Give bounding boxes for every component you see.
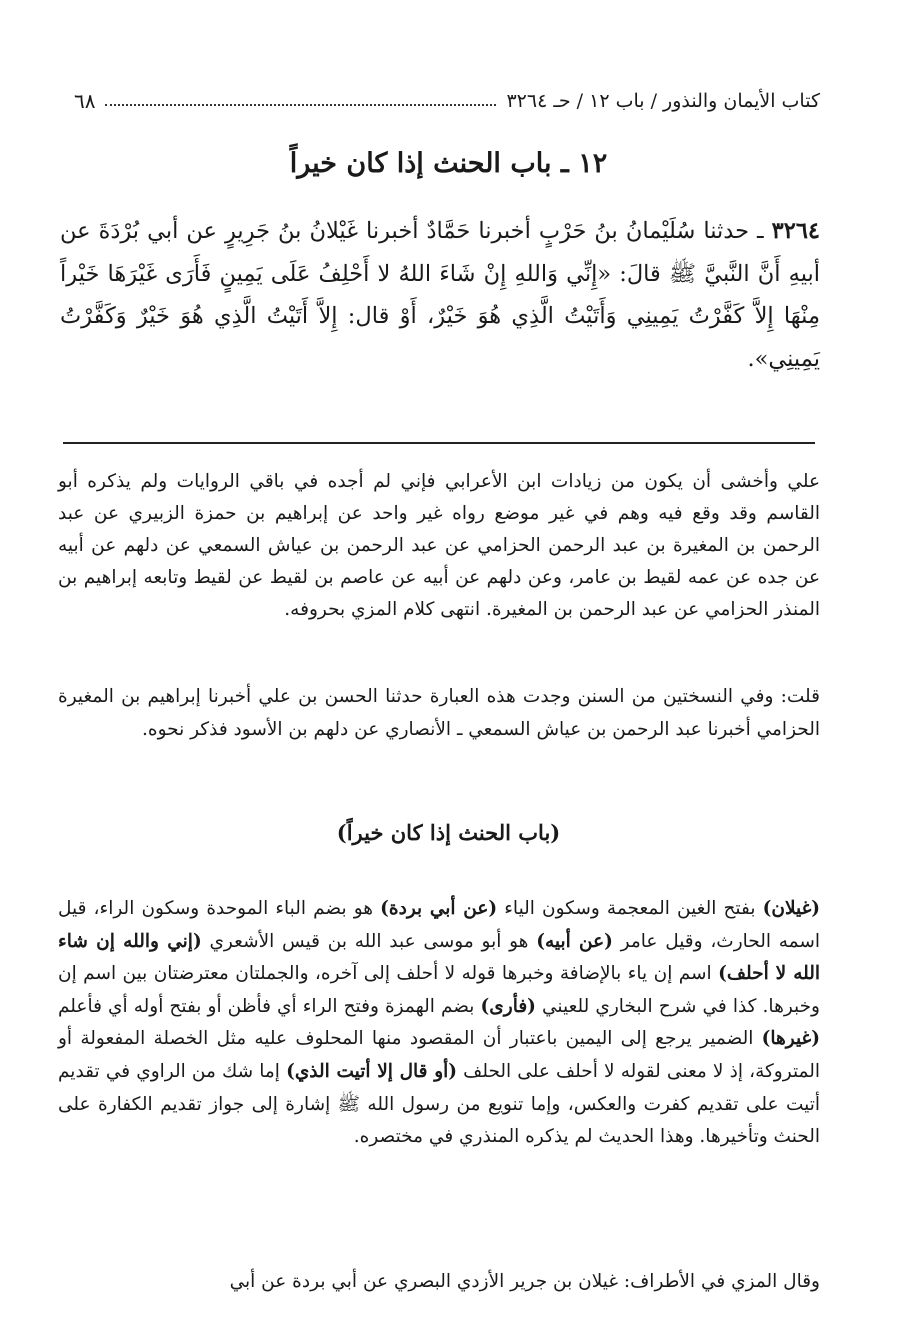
hadith-number: ٣٢٦٤ — [771, 218, 820, 244]
leader-dots — [105, 96, 496, 106]
footnote-paragraph-1: علي وأخشى أن يكون من زيادات ابن الأعرابي فإني لم أجده في باقي الروايات ولم يذكره أبو القاسم وقد وقع فيه وهم في غير موضع رواه غير واحد عن إبراهيم بن حمزة الزبيري عن عبد الرحمن بن المغيرة بن عبد الرحمن الحزامي عن عبد الرحمن بن عياش السمعي عن دلهم عن أبيه عن جده عن عمه لقيط بن عامر، وعن دلهم عن أبيه عن عاصم بن لقيط عن لقيط وتابعه إبراهيم بن المنذر الحزامي عن عبد الرحمن بن المغيرة. انتهى كلام المزي بحروفه. — [58, 471, 820, 620]
term: (إني والله إن شاء الله لا أحلف) — [58, 930, 821, 985]
footnote-divider — [63, 442, 815, 444]
final-paragraph: وقال المزي في الأطراف: غيلان بن جرير الأزدي البصري عن أبي بردة عن أبي — [229, 1271, 820, 1292]
commentary-text: اسم إن ياء بالإضافة وخبرها قوله لا أحلف إلى آخره، والجملتان معترضتان بين اسم إن وخبرها. كذا في شرح البخاري للعيني — [58, 963, 820, 1017]
commentary-text: بضم الهمزة وفتح الراء أي فأظن أو بفتح أوله أي فأعلم — [58, 995, 481, 1017]
chapter-reference: كتاب الأيمان والنذور / باب ١٢ / حـ ٣٢٦٤ — [506, 90, 820, 112]
term: (عن أبي بردة) — [380, 898, 498, 919]
hadith-text — [60, 210, 820, 380]
term: (غيلان) — [762, 898, 820, 919]
running-header — [60, 84, 820, 118]
page-number: ٦٨ — [74, 89, 96, 113]
commentary-paragraph — [58, 893, 820, 1154]
commentary-text: الضمير يرجع إلى اليمين باعتبار أن المقصود منها المحلوف عليه مثل الخصلة المفعولة أو المتروكة، إذ لا معنى لقوله لا أحلف على الحلف — [58, 1028, 820, 1082]
term: (فأرى) — [480, 995, 536, 1017]
commentary-text: هو بضم الباء الموحدة وسكون الراء، قيل اسمه الحارث، وقيل عامر — [58, 898, 821, 952]
term: (غيرها) — [761, 1028, 820, 1050]
term: (عن أبيه) — [536, 930, 613, 952]
commentary-text: هو أبو موسى عبد الله بن قيس الأشعري — [201, 930, 537, 952]
commentary-title: (باب الحنث إذا كان خيراً) — [336, 820, 561, 845]
commentary-text: بفتح الغين المعجمة وسكون الياء — [497, 898, 763, 919]
hadith-body: ـ حدثنا سُلَيْمانُ بنُ حَرْبٍ أخبرنا حَمَّادٌ أخبرنا غَيْلانُ بنُ جَرِيرٍ عن أبي بُرْدَةَ عن أبيهِ أَنَّ النَّبيَّ ﷺ قالَ: «إِنِّي وَاللهِ إِنْ شَاءَ اللهُ لا أَحْلِفُ عَلَى يَمِينٍ فَأَرَى غَيْرَهَا خَيْراً مِنْهَا إِلاَّ كَفَّرْتُ يَمِينِي وَأَتَيْتُ الَّذِي هُوَ خَيْرٌ، أَوْ قال: إِلاَّ أَتَيْتُ الَّذِي هُوَ خَيْرٌ وَكَفَّرْتُ يَمِينِي». — [60, 218, 820, 372]
footnote-paragraph-2: قلت: وفي النسختين من السنن وجدت هذه العبارة حدثنا الحسن بن علي أخبرنا إبراهيم بن المغيرة الحزامي أخبرنا عبد الرحمن بن عياش السمعي ـ الأنصاري عن دلهم بن الأسود فذكر نحوه. — [58, 686, 820, 740]
chapter-title: ١٢ ـ باب الحنث إذا كان خيراً — [289, 148, 608, 179]
commentary-text: إما شك من الراوي في تقديم أتيت على تقديم كفرت والعكس، وإما تنويع من رسول الله ﷺ إشارة إلى جواز تقديم الكفارة على الحنث وتأخيرها. وهذا الحديث لم يذكره المنذري في مختصره. — [58, 1060, 820, 1148]
term: (أو قال إلا أتيت الذي) — [286, 1060, 458, 1082]
